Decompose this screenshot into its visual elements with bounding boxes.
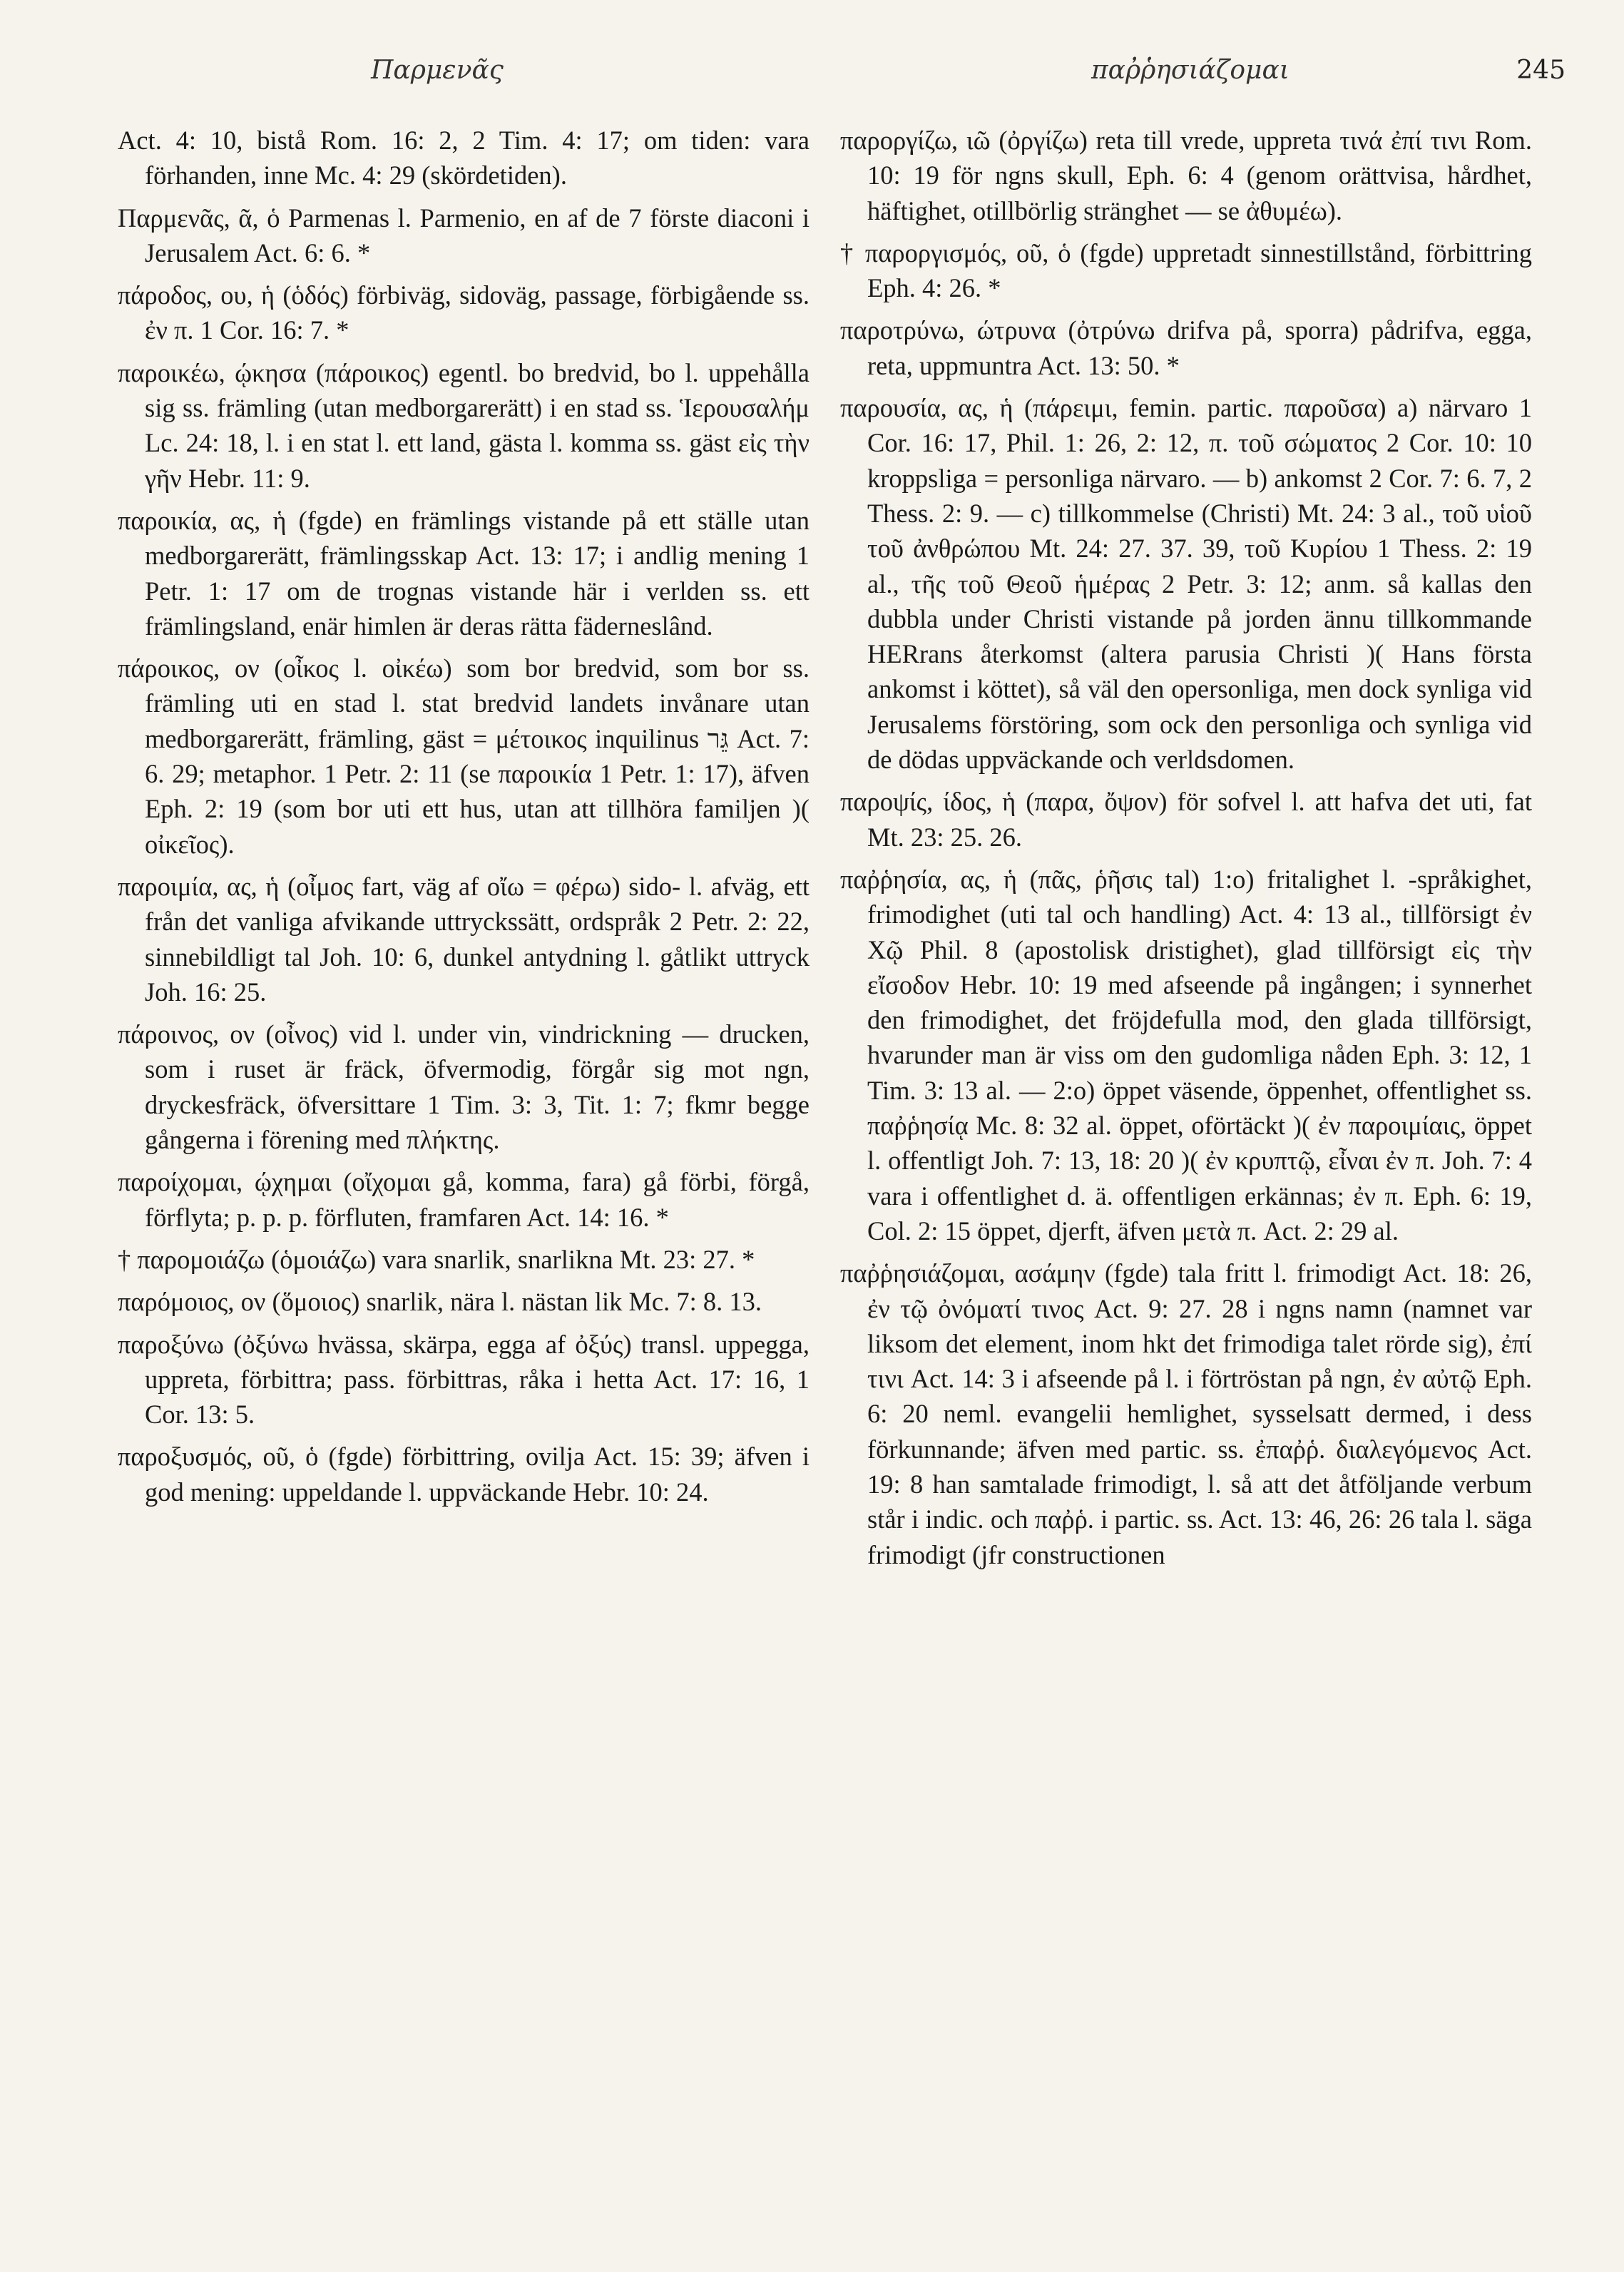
dictionary-entry: παροτρύνω, ώτρυνα (ὀτρύνω drifva på, sporra) pådrifva, egga, reta, uppmuntra Act. 13: 50. * bbox=[840, 315, 1532, 380]
dictionary-entry: παρόμοιος, ον (ὅμοιος) snarlik, nära l. nästan lik Mc. 7: 8. 13. bbox=[118, 1287, 762, 1317]
dictionary-entry: πάροικος, ον (οἶκος l. οἰκέω) som bor bredvid, som bor ss. främling uti en stad l. stat bredvid landets invånare utan medborgarerätt, främling, gäst = μέτοικος inquilinus גֵּר Act. 7: 6. 29; metaphor. 1 Petr. 2: 11 (se παροικία 1 Petr. 1: 17), äfven Eph. 2: 19 (som bor uti ett hus, utan att tillhöra familjen )( οἰκεῖος). bbox=[118, 653, 810, 859]
page-number: 245 bbox=[1516, 56, 1566, 85]
running-header bbox=[0, 56, 1624, 98]
dictionary-entry: παροικία, ας, ἡ (fgde) en främlings vistande på ett ställe utan medborgarerätt, främlingsskap Act. 13: 17; i andlig mening 1 Petr. 1: 17 om de trognas vistande här i verlden ss. ett främlingsland, enär himlen är deras rätta fäderneslând. bbox=[118, 505, 810, 641]
dictionary-entry: Παρμενᾶς, ᾶ, ὁ Parmenas l. Parmenio, en af de 7 förste diaconi i Jerusalem Act. 6: 6. * bbox=[118, 203, 810, 268]
dictionary-entry: παῤῥησία, ας, ἡ (πᾶς, ῥῆσις tal) 1:o) fritalighet l. -språkighet, frimodighet (uti tal och handling) Act. 4: 13 al., tillförsigt ἐν Χῷ Phil. 8 (apostolisk dristighet), glad tillförsigt εἰς τὴν εἴσοδον Hebr. 10: 19 med afseende på ingången; i synnerhet den frimodighet, det fröjdefulla mod, den glada tillförsigt, hvarunder man är viss om den gudomliga nåden Eph. 3: 12, 1 Tim. 3: 13 al. — 2:o) öppet väsende, öppenhet, offentlighet ss. παῤῥησίᾳ Mc. 8: 32 al. öppet, oförtäckt )( ἐν παροιμίαις, öppet l. offentligt Joh. 7: 13, 18: 20 )( ἐν κρυπτῷ, εἶναι ἐν π. Joh. 7: 4 vara i offentlighet d. ä. offentligen erkännas; ἐν π. Eph. 6: 19, Col. 2: 15 öppet, djerft, äfven μετὰ π. Act. 2: 29 al. bbox=[840, 864, 1532, 1245]
dictionary-entry: παρουσία, ας, ἡ (πάρειμι, femin. partic. παροῦσα) a) närvaro 1 Cor. 16: 17, Phil. 1: 26, 2: 12, π. τοῦ σώματος 2 Cor. 10: 10 kroppsliga = personliga närvaro. — b) ankomst 2 Cor. 7: 6. 7, 2 Thess. 2: 9. — c) tillkommelse (Christi) Mt. 24: 3 al., τοῦ υἱοῦ τοῦ ἀνθρώπου Mt. 24: 27. 37. 39, τοῦ Κυρίου 1 Thess. 2: 19 al., τῆς τοῦ Θεοῦ ἡμέρας 2 Petr. 3: 12; anm. så kallas den dubbla under Christi vistande på jorden ännu tillkommande HERrans återkomst (altera parusia Christi )( Hans första ankomst i köttet), så väl den opersonliga, men dock synliga vid Jerusalems förstöring, som ock den personliga och synliga vid de dödas uppväckande och verldsdomen. bbox=[840, 393, 1532, 775]
header-left-word: Παρμενᾶς bbox=[371, 56, 504, 85]
header-center-word: παῤῥησιάζομαι bbox=[1091, 56, 1290, 85]
dictionary-entry: Act. 4: 10, bistå Rom. 16: 2, 2 Tim. 4: 17; om tiden: vara förhanden, inne Mc. 4: 29 (skördetiden). bbox=[118, 126, 810, 190]
dictionary-entry: † παροργισμός, οῦ, ὁ (fgde) uppretadt sinnestillstånd, förbittring Eph. 4: 26. * bbox=[840, 238, 1532, 303]
left-column bbox=[118, 123, 810, 1517]
dictionary-entry: πάροινος, ον (οἶνος) vid l. under vin, vindrickning — drucken, som i ruset är fräck, öfvermodig, förgår sig mot ngn, dryckesfräck, öfversittare 1 Tim. 3: 3, Tit. 1: 7; fkmr begge gångerna i förening med πλήκτης. bbox=[118, 1019, 810, 1155]
dictionary-entry: παῤῥησιάζομαι, ασάμην (fgde) tala fritt l. frimodigt Act. 18: 26, ἐν τῷ ὀνόματί τινος Act. 9: 27. 28 i ngns namn (namnet var liksom det element, inom hkt det frimodiga talet rörde sig), ἐπί τινι Act. 14: 3 i afseende på l. i förtröstan på ngn, ἐν αὐτῷ Eph. 6: 20 neml. evangelii hemlighet, sysselsatt dermed, i dess förkunnande; äfven med partic. ss. ἐπαῤῥ. διαλεγόμενος Act. 19: 8 han samtalade frimodigt, l. så att det åtföljande verbum står i indic. och παῤῥ. i partic. ss. Act. 13: 46, 26: 26 tala l. säga frimodigt (jfr constructionen bbox=[840, 1258, 1532, 1569]
dictionary-entry: † παρομοιάζω (ὁμοιάζω) vara snarlik, snarlikna Mt. 23: 27. * bbox=[118, 1244, 755, 1274]
dictionary-entry: παροξυσμός, οῦ, ὁ (fgde) förbittring, ovilja Act. 15: 39; äfven i god mening: uppeldande l. uppväckande Hebr. 10: 24. bbox=[118, 1442, 810, 1507]
dictionary-entry: παροικέω, ῴκησα (πάροικος) egentl. bo bredvid, bo l. uppehålla sig ss. främling (utan medborgarerätt) i en stad ss. Ἱερουσαλήμ Lc. 24: 18, l. i en stat l. ett land, gästa l. komma ss. gäst εἰς τὴν γῆν Hebr. 11: 9. bbox=[118, 357, 810, 493]
dictionary-entry: πάροδος, ου, ἡ (ὁδός) förbiväg, sidoväg, passage, förbigående ss. ἐν π. 1 Cor. 16: 7. * bbox=[118, 280, 810, 345]
right-column bbox=[840, 123, 1532, 1579]
dictionary-entry: παροιμία, ας, ἡ (οἶμος fart, väg af οἴω = φέρω) sido- l. afväg, ett från det vanliga afvikande uttryckssätt, ordspråk 2 Petr. 2: 22, sinnebildligt tal Joh. 10: 6, dunkel antydning l. gåtlikt uttryck Joh. 16: 25. bbox=[118, 871, 810, 1007]
dictionary-entry: παροργίζω, ιῶ (ὀργίζω) reta till vrede, uppreta τινά ἐπί τινι Rom. 10: 19 för ngns skull, Eph. 6: 4 (genom orättvisa, hårdhet, häftighet, otillbörlig stränghet — se ἀθυμέω). bbox=[840, 126, 1532, 225]
dictionary-entry: παροίχομαι, ῴχημαι (οἴχομαι gå, komma, fara) gå förbi, förgå, förflyta; p. p. p. förfluten, framfaren Act. 14: 16. * bbox=[118, 1167, 810, 1232]
dictionary-entry: παροψίς, ίδος, ἡ (παρα, ὄψον) för sofvel l. att hafva det uti, fat Mt. 23: 25. 26. bbox=[840, 787, 1532, 852]
dictionary-entry: παροξύνω (ὀξύνω hvässa, skärpa, egga af ὀξύς) transl. uppegga, uppreta, förbittra; pass. förbittras, råka i hetta Act. 17: 16, 1 Cor. 13: 5. bbox=[118, 1329, 810, 1430]
